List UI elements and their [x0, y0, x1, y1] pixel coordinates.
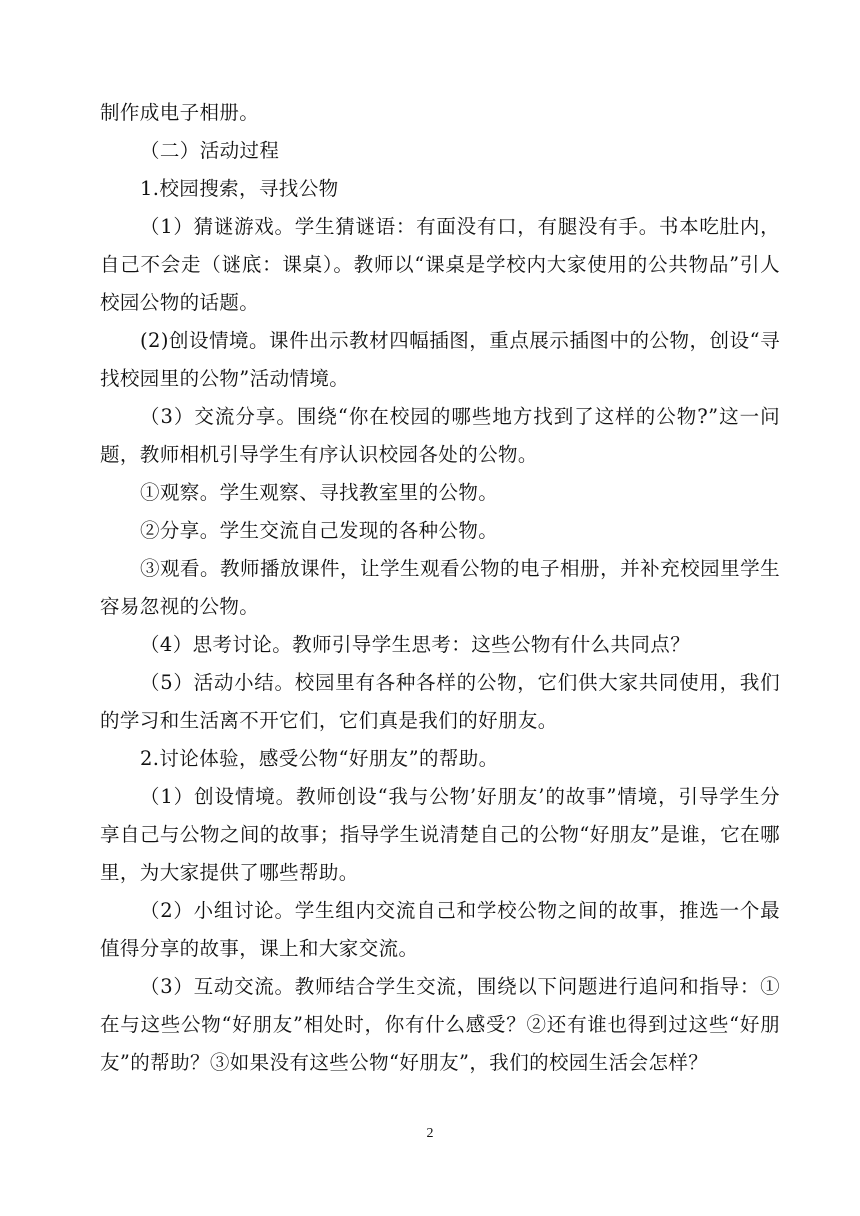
subsection-heading: 1.校园搜索，寻找公物	[140, 177, 339, 200]
section-heading: （二）活动过程	[140, 139, 280, 162]
subsection-heading: 2.讨论体验，感受公物“好朋友”的帮助。	[140, 747, 499, 770]
body-text	[100, 94, 780, 1082]
paragraph: （4）思考讨论。教师引导学生思考：这些公物有什么共同点？	[140, 633, 691, 656]
list-item: ①观察。学生观察、寻找教室里的公物。	[140, 481, 499, 504]
list-item: ②分享。学生交流自己发现的各种公物。	[140, 519, 499, 542]
paragraph: （5）活动小结。校园里有各种各样的公物，它们供大家共同使用，我们的学习和生活离不开它们，它们真是我们的好朋友。	[100, 671, 780, 732]
paragraph: （3）交流分享。围绕“你在校园的哪些地方找到了这样的公物?”这一问题，教师相机引导学生有序认识校园各处的公物。	[100, 405, 780, 466]
paragraph: （2）小组讨论。学生组内交流自己和学校公物之间的故事，推选一个最值得分享的故事，课上和大家交流。	[100, 899, 780, 960]
page-number: 2	[426, 1126, 434, 1141]
paragraph: （1）猜谜游戏。学生猜谜语：有面没有口，有腿没有手。书本吃肚内，自己不会走（谜底：课桌）。教师以“课桌是学校内大家使用的公共物品”引人校园公物的话题。	[100, 215, 780, 314]
paragraph: (2)创设情境。课件出示教材四幅插图，重点展示插图中的公物，创设“寻找校园里的公物”活动情境。	[100, 329, 780, 390]
paragraph: 制作成电子相册。	[100, 101, 260, 124]
list-item: ③观看。教师播放课件，让学生观看公物的电子相册，并补充校园里学生容易忽视的公物。	[100, 557, 780, 618]
paragraph: （3）互动交流。教师结合学生交流，围绕以下问题进行追问和指导：①在与这些公物“好朋友”相处时，你有什么感受？②还有谁也得到过这些“好朋友”的帮助？③如果没有这些公物“好朋友”，我们的校园生活会怎样？	[100, 975, 780, 1074]
paragraph: （1）创设情境。教师创设“我与公物’好朋友’的故事”情境，引导学生分享自己与公物之间的故事；指导学生说清楚自己的公物“好朋友”是谁，它在哪里，为大家提供了哪些帮助。	[100, 785, 780, 884]
